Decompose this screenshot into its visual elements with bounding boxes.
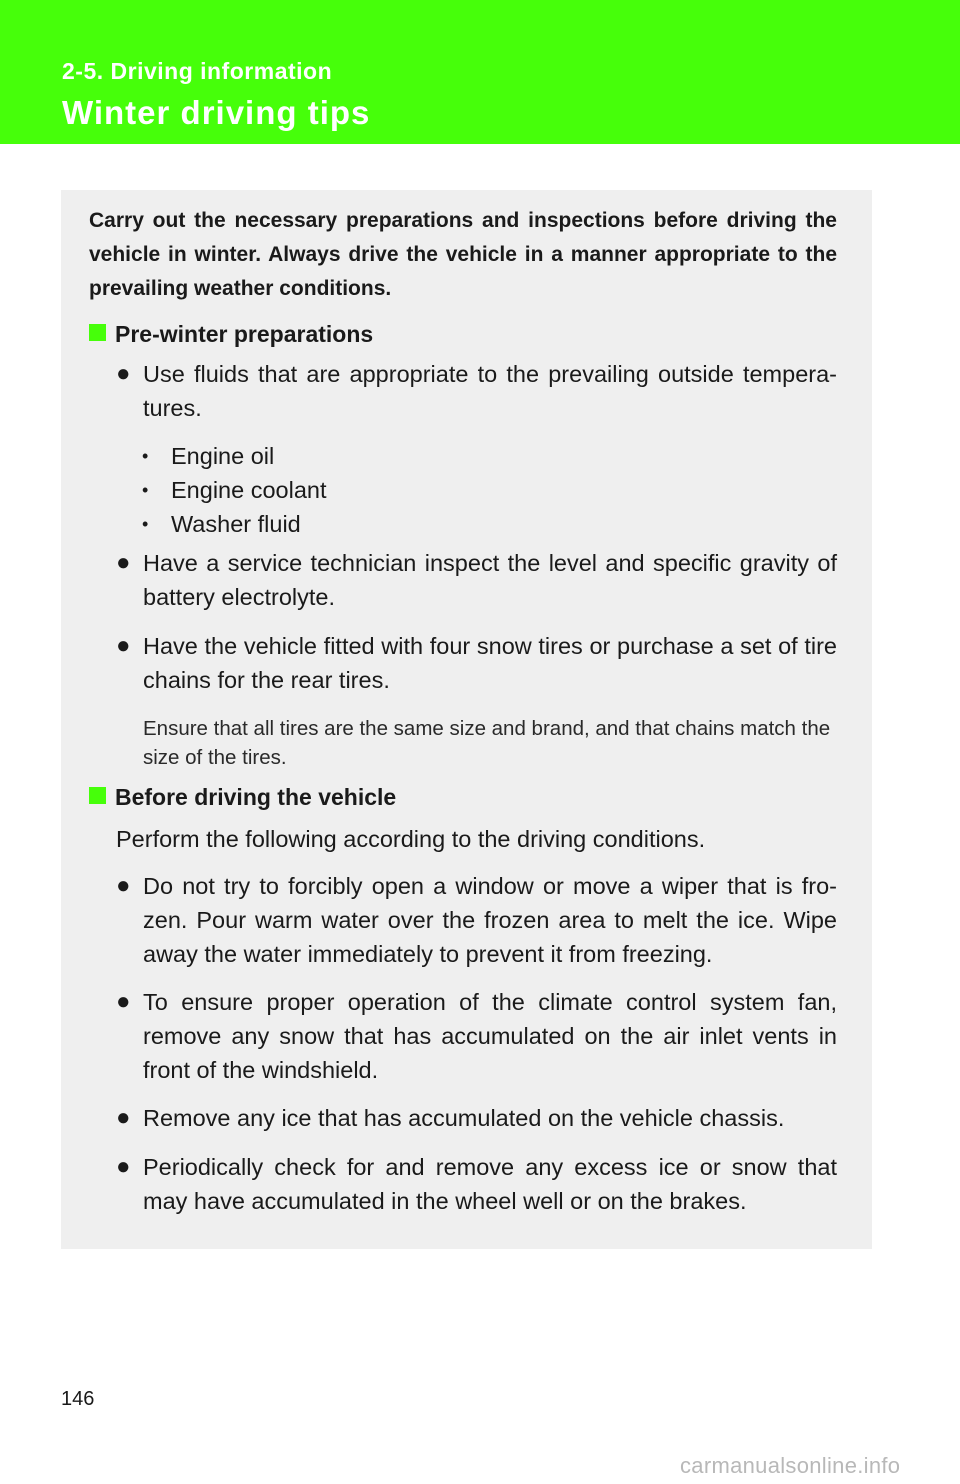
bullet-item (116, 546, 837, 614)
section-label: 2-5. Driving information (62, 58, 333, 84)
bullet-text: Have the vehicle fitted with four snow tires or purchase a set of tire chains for the rear tires. (143, 633, 837, 693)
fluid-name: Engine coolant (171, 477, 327, 503)
circle-bullet-icon: ● (116, 872, 131, 899)
bullet-text: Have a service technician inspect the level and specific gravity of battery electrolyte. (143, 550, 837, 610)
dot-bullet-icon: • (142, 514, 149, 534)
section-heading-pre-winter (89, 319, 849, 349)
page-number: 146 (61, 1388, 95, 1410)
bullet-item (116, 357, 837, 425)
bullet-item (116, 629, 837, 697)
circle-bullet-icon: ● (116, 549, 131, 576)
dot-bullet-icon: • (142, 480, 149, 500)
circle-bullet-icon: ● (116, 360, 131, 387)
bullet-item (116, 1101, 837, 1135)
fluid-name: Washer fluid (171, 511, 301, 537)
tire-note: Ensure that all tires are the same size and brand, and that chains match the size of the tires. (143, 717, 831, 769)
bullet-item (116, 869, 837, 971)
fluid-list-item (142, 507, 301, 541)
header-band (0, 0, 960, 144)
section-intro: Perform the following according to the driving conditions. (116, 826, 706, 852)
square-bullet-icon (89, 787, 106, 804)
page-title: Winter driving tips (62, 94, 371, 131)
circle-bullet-icon: ● (116, 632, 131, 659)
fluid-list-item (142, 439, 274, 473)
bullet-text: Use fluids that are appropriate to the prevailing outside tempera-tures. (143, 361, 837, 421)
section-heading-text: Before driving the vehicle (115, 784, 397, 810)
bullet-text: Remove any ice that has accumulated on the vehicle chassis. (143, 1105, 785, 1131)
section-heading-text: Pre-winter preparations (115, 321, 374, 347)
circle-bullet-icon: ● (116, 988, 131, 1015)
section-heading-before-driving (89, 782, 849, 812)
circle-bullet-icon: ● (116, 1153, 131, 1180)
square-bullet-icon (89, 324, 106, 341)
circle-bullet-icon: ● (116, 1104, 131, 1131)
bullet-text: To ensure proper operation of the climate control system fan, remove any snow that has accumulated on the air inlet vents in front of the windshield. (143, 989, 837, 1083)
fluid-name: Engine oil (171, 443, 275, 469)
bullet-text: Do not try to forcibly open a window or move a wiper that is fro-zen. Pour warm water over the frozen area to melt the ice. Wipe away the water immediately to prevent it from freezing. (143, 873, 837, 967)
bullet-item (116, 985, 837, 1087)
bullet-text: Periodically check for and remove any excess ice or snow that may have accumulated in the wheel well or on the brakes. (143, 1154, 837, 1214)
intro-paragraph: Carry out the necessary preparations and inspections before driving the vehicle in winter. Always drive the vehicle in a manner appropriate to the prevailing weather conditions. (89, 209, 837, 300)
watermark-link[interactable]: carmanualsonline.info (680, 1453, 901, 1478)
dot-bullet-icon: • (142, 446, 149, 466)
bullet-item (116, 1150, 837, 1218)
fluid-list-item (142, 473, 326, 507)
